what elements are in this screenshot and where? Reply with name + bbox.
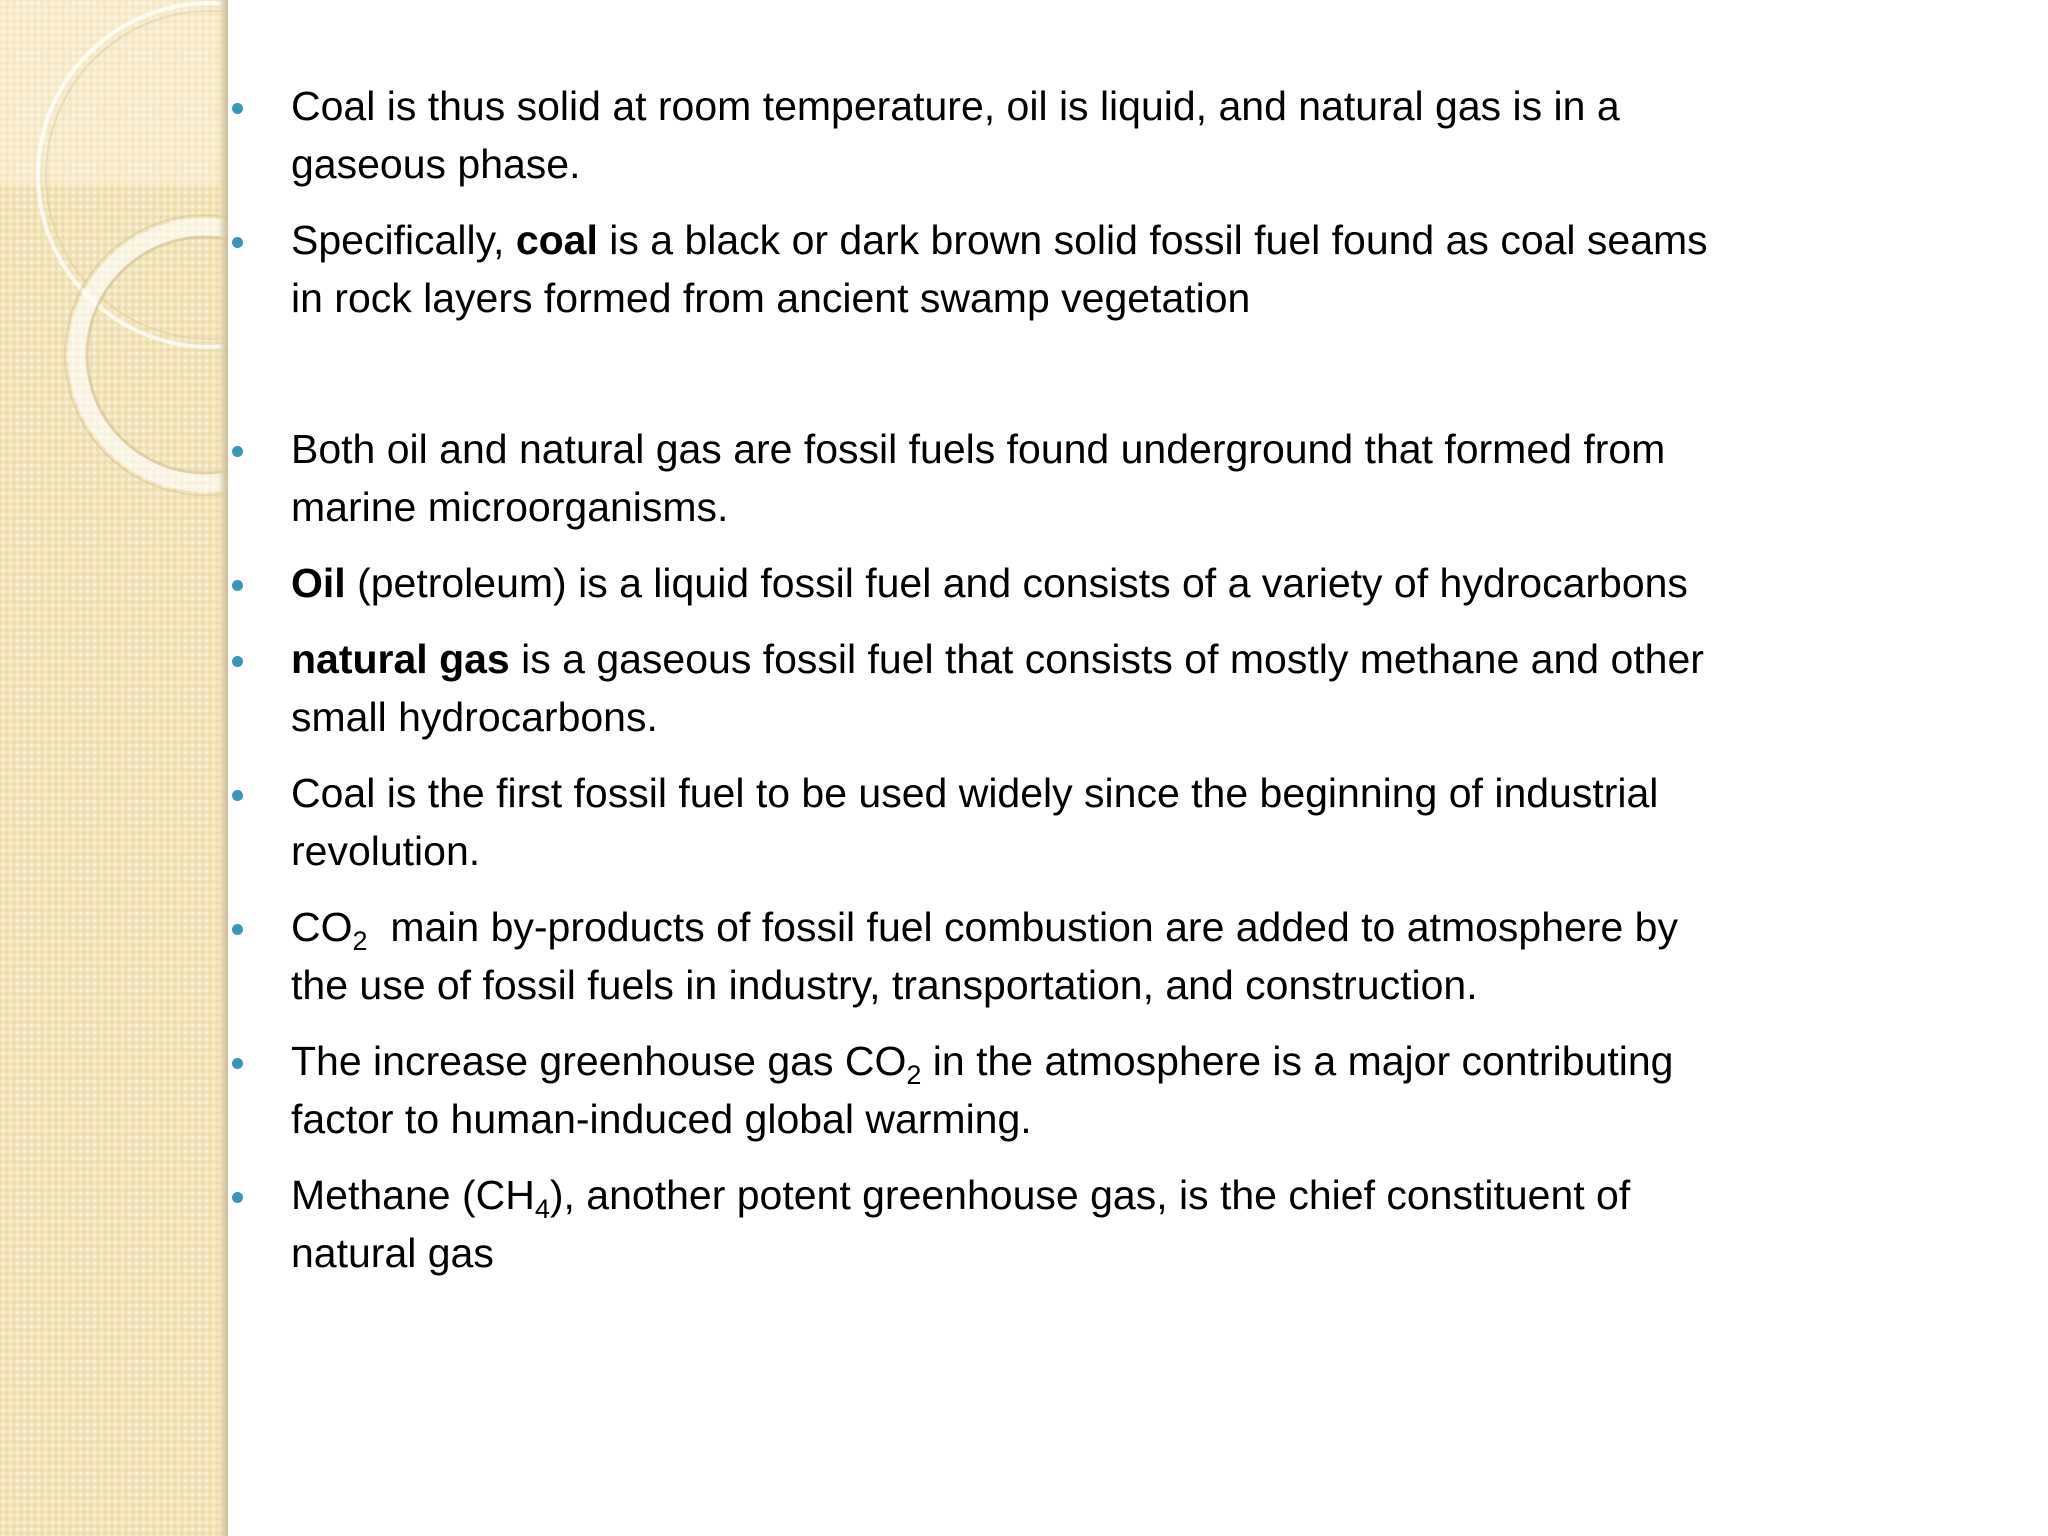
list-item <box>291 630 2011 746</box>
item-8-line-2: factor to human-induced global warming. <box>291 1096 1032 1142</box>
item-5-line-2: small hydrocarbons. <box>291 694 658 740</box>
bullet-icon <box>232 103 243 114</box>
item-4-post: (petroleum) is a liquid fossil fuel and consists of a variety of hydrocarbons <box>345 560 1688 606</box>
item-4-line-1 <box>291 554 2011 612</box>
item-5-post: is a gaseous fossil fuel that consists of mostly methane and other <box>509 636 1704 682</box>
list-item <box>291 211 2011 327</box>
item-3-line-2: marine microorganisms. <box>291 484 729 530</box>
item-7-formula: CO <box>291 904 353 950</box>
item-6-line-1: Coal is the first fossil fuel to be used widely since the beginning of industrial <box>291 770 1659 816</box>
item-4-bold-term: Oil <box>291 560 346 606</box>
item-2-line-2: in rock layers formed from ancient swamp vegetation <box>291 275 1251 321</box>
list-item <box>291 1032 2011 1148</box>
item-1-line-1: Coal is thus solid at room temperature, oil is liquid, and natural gas is in a <box>291 83 1620 129</box>
bullet-icon <box>232 1192 243 1203</box>
item-8-pre: The increase greenhouse gas CO <box>291 1038 907 1084</box>
bullet-icon <box>232 237 243 248</box>
bullet-icon <box>232 446 243 457</box>
item-5-line-1 <box>291 630 2011 688</box>
bullet-icon <box>232 656 243 667</box>
item-5-bold-term: natural gas <box>291 636 510 682</box>
decorative-rings <box>0 0 228 520</box>
item-8-post: in the atmosphere is a major contributing <box>921 1038 1674 1084</box>
decorative-sidebar <box>0 0 228 1536</box>
sidebar-edge <box>218 0 228 1536</box>
list-item <box>291 1166 2011 1282</box>
item-8-line-1 <box>291 1032 2011 1090</box>
medium-ring <box>77 227 228 483</box>
bullet-icon <box>232 790 243 801</box>
bullet-icon <box>232 580 243 591</box>
list-item <box>291 554 2011 612</box>
item-7-line-1 <box>291 898 2011 956</box>
list-item <box>291 420 2011 536</box>
item-6-line-2: revolution. <box>291 828 481 874</box>
item-2-bold-term: coal <box>515 217 598 263</box>
item-7-subscript: 2 <box>352 926 368 956</box>
item-7-line-2: the use of fossil fuels in industry, transportation, and construction. <box>291 962 1478 1008</box>
item-3-line-1: Both oil and natural gas are fossil fuels found underground that formed from <box>291 426 1666 472</box>
item-1-line-2: gaseous phase. <box>291 141 581 187</box>
item-9-post: ), another potent greenhouse gas, is the chief constituent of <box>549 1172 1631 1218</box>
list-item <box>291 764 2011 880</box>
bullet-icon <box>232 924 243 935</box>
item-2-pre: Specifically, <box>291 217 516 263</box>
item-9-line-2: natural gas <box>291 1230 494 1276</box>
medium-ring-outer <box>65 215 228 495</box>
item-9-line-1 <box>291 1166 2011 1224</box>
item-7-post: main by-products of fossil fuel combustion are added to atmosphere by <box>367 904 1678 950</box>
list-item <box>291 898 2011 1014</box>
item-2-post: is a black or dark brown solid fossil fuel found as coal seams <box>597 217 1708 263</box>
list-item <box>291 77 2011 193</box>
light-panel <box>0 0 228 185</box>
bullet-icon <box>232 1058 243 1069</box>
item-8-subscript: 2 <box>906 1060 922 1090</box>
item-9-pre: Methane (CH <box>291 1172 535 1218</box>
item-2-line-1 <box>291 211 2011 269</box>
item-9-subscript: 4 <box>534 1194 550 1224</box>
